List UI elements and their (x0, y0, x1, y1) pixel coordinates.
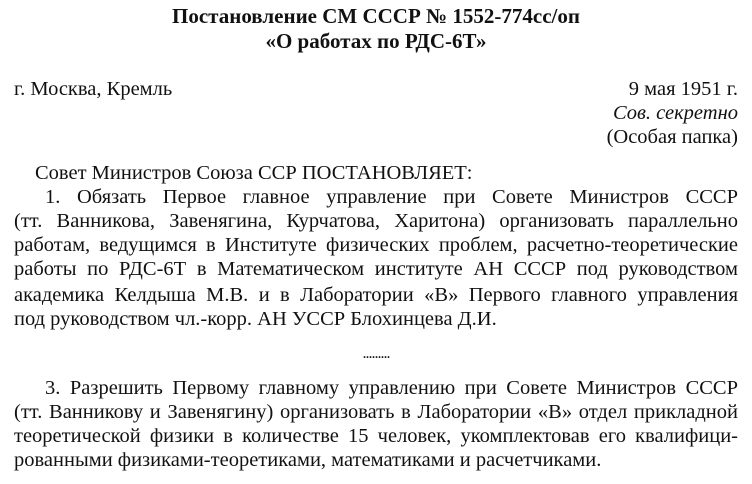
item3-line-4: рованными физиками-теоретиками, математиками и расчетчиками. (14, 449, 602, 471)
document-title-line-1: Постановление СМ СССР № 1552-774сс/оп (172, 4, 580, 28)
item1-line-1: 1. Обязать Первое главное управление при Совете Министров СССР (45, 186, 738, 208)
item3-line-2: (тт. Ванникову и Завенягину) организовать в Лаборатории «В» отдел прикладной (14, 401, 738, 423)
place-of-issue: г. Москва, Кремль (14, 78, 173, 100)
item1-line-6: под руководством чл.-корр. АН УССР Блохинцева Д.И. (14, 308, 497, 330)
special-folder-mark: (Особая папка) (606, 126, 738, 148)
omission-ellipsis: ......... (362, 345, 390, 362)
issue-date: 9 мая 1951 г. (628, 78, 738, 100)
document-title-line-2: «О работах по РДС-6Т» (265, 29, 487, 53)
item3-line-3: теоретической физики в количестве 15 человек, укомплектовав его квалифици- (14, 425, 738, 447)
item1-line-4: работы по РДС-6Т в Математическом институте АН СССР под руководством (14, 258, 738, 280)
classification-mark: Сов. секретно (612, 102, 738, 124)
item1-line-3: работам, ведущимся в Институте физических проблем, расчетно-теоретические (14, 234, 738, 256)
item1-line-5: академика Келдыша М.В. и в Лаборатории «В» Первого главного управления (14, 284, 738, 306)
item3-line-1: 3. Разрешить Первому главному управлению при Совете Министров СССР (45, 377, 738, 399)
item1-line-2: (тт. Ванникова, Завенягина, Курчатова, Харитона) организовать параллельно (14, 210, 738, 232)
preamble: Совет Министров Союза ССР ПОСТАНОВЛЯЕТ: (35, 162, 473, 184)
